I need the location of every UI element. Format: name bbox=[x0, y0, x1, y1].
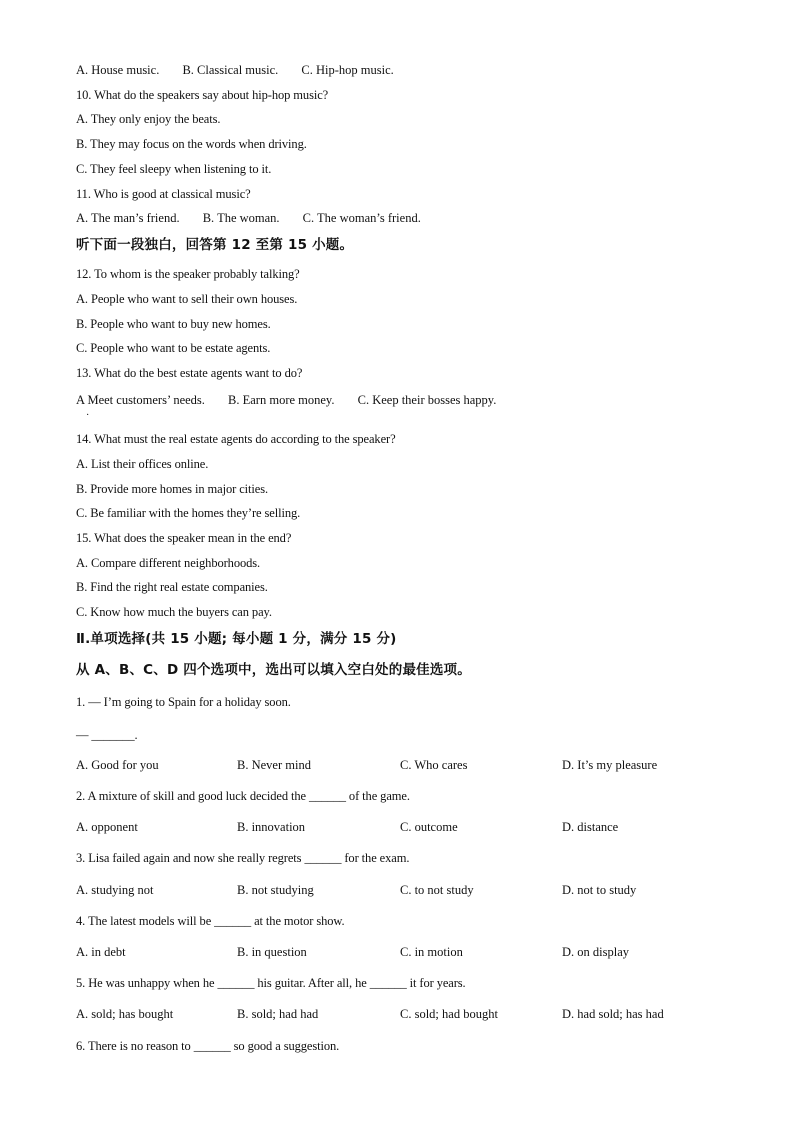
q13-options bbox=[76, 392, 516, 408]
q12-option-c: C. People who want to be estate agents. bbox=[76, 341, 271, 355]
q14-option-c: C. Be familiar with the homes they’re selling. bbox=[76, 506, 301, 520]
q9-option-b: B. Classical music. bbox=[182, 63, 279, 77]
mc4-option-c: C. in motion bbox=[400, 945, 463, 959]
mc4-option-a: A. in debt bbox=[76, 945, 126, 959]
q9-option-a: A. House music. bbox=[76, 63, 160, 77]
mc1-question: 1. — I’m going to Spain for a holiday soon. bbox=[76, 695, 291, 709]
mc4-option-b: B. in question bbox=[237, 945, 307, 959]
q14-option-a: A. List their offices online. bbox=[76, 457, 209, 471]
q10-option-a: A. They only enjoy the beats. bbox=[76, 112, 221, 126]
stray-dot: · bbox=[86, 410, 90, 421]
mc2-question: 2. A mixture of skill and good luck decided the ______ of the game. bbox=[76, 789, 410, 803]
q15-option-c: C. Know how much the buyers can pay. bbox=[76, 605, 272, 619]
mc5-option-c: C. sold; had bought bbox=[400, 1007, 498, 1021]
q9-options bbox=[76, 62, 414, 78]
mc3-option-d: D. not to study bbox=[562, 883, 637, 897]
q15-question: 15. What does the speaker mean in the end? bbox=[76, 531, 292, 545]
mc2-option-c: C. outcome bbox=[400, 820, 458, 834]
mc5-option-d: D. had sold; has had bbox=[562, 1007, 664, 1021]
mc6-question: 6. There is no reason to ______ so good a suggestion. bbox=[76, 1039, 340, 1053]
mc3-question: 3. Lisa failed again and now she really regrets ______ for the exam. bbox=[76, 851, 410, 865]
mc5-option-b: B. sold; had had bbox=[237, 1007, 319, 1021]
mc1-question-reply: — _______. bbox=[76, 728, 138, 742]
q13-option-a: A Meet customers’ needs. bbox=[76, 393, 205, 407]
mc5-option-a: A. sold; has bought bbox=[76, 1007, 174, 1021]
q15-option-b: B. Find the right real estate companies. bbox=[76, 580, 268, 594]
mc5-question: 5. He was unhappy when he ______ his guitar. After all, he ______ it for years. bbox=[76, 976, 466, 990]
q13-question: 13. What do the best estate agents want to do? bbox=[76, 366, 303, 380]
mc1-option-b: B. Never mind bbox=[237, 758, 311, 772]
q12-option-a: A. People who want to sell their own houses. bbox=[76, 292, 298, 306]
q14-option-b: B. Provide more homes in major cities. bbox=[76, 482, 269, 496]
mc2-option-a: A. opponent bbox=[76, 820, 138, 834]
section2-instruction: 从 A、B、C、D 四个选项中，选出可以填入空白处的最佳选项。 bbox=[76, 662, 471, 678]
q10-option-c: C. They feel sleepy when listening to it. bbox=[76, 162, 272, 176]
mc4-question: 4. The latest models will be ______ at the motor show. bbox=[76, 914, 345, 928]
q13-option-b: B. Earn more money. bbox=[228, 393, 335, 407]
mc3-option-b: B. not studying bbox=[237, 883, 314, 897]
mc2-option-b: B. innovation bbox=[237, 820, 306, 834]
mc1-option-a: A. Good for you bbox=[76, 758, 159, 772]
q10-option-b: B. They may focus on the words when driving. bbox=[76, 137, 307, 151]
mc3-option-a: A. studying not bbox=[76, 883, 154, 897]
mc2-option-d: D. distance bbox=[562, 820, 619, 834]
q11-question: 11. Who is good at classical music? bbox=[76, 187, 251, 201]
q11-options bbox=[76, 210, 441, 226]
q12-question: 12. To whom is the speaker probably talking? bbox=[76, 267, 300, 281]
q11-option-b: B. The woman. bbox=[202, 211, 280, 225]
mc1-option-c: C. Who cares bbox=[400, 758, 468, 772]
q11-option-c: C. The woman’s friend. bbox=[302, 211, 421, 225]
q11-option-a: A. The man’s friend. bbox=[76, 211, 180, 225]
q15-option-a: A. Compare different neighborhoods. bbox=[76, 556, 261, 570]
mc4-option-d: D. on display bbox=[562, 945, 630, 959]
q14-question: 14. What must the real estate agents do according to the speaker? bbox=[76, 432, 396, 446]
q10-question: 10. What do the speakers say about hip-hop music? bbox=[76, 88, 329, 102]
q13-option-c: C. Keep their bosses happy. bbox=[357, 393, 497, 407]
q9-option-c: C. Hip-hop music. bbox=[301, 63, 394, 77]
q12-option-b: B. People who want to buy new homes. bbox=[76, 317, 271, 331]
section2-title: Ⅱ.单项选择(共 15 小题; 每小题 1 分，满分 15 分) bbox=[76, 631, 397, 647]
monologue-heading: 听下面一段独白，回答第 12 至第 15 小题。 bbox=[76, 237, 354, 253]
mc1-option-d: D. It’s my pleasure bbox=[562, 758, 658, 772]
mc3-option-c: C. to not study bbox=[400, 883, 474, 897]
